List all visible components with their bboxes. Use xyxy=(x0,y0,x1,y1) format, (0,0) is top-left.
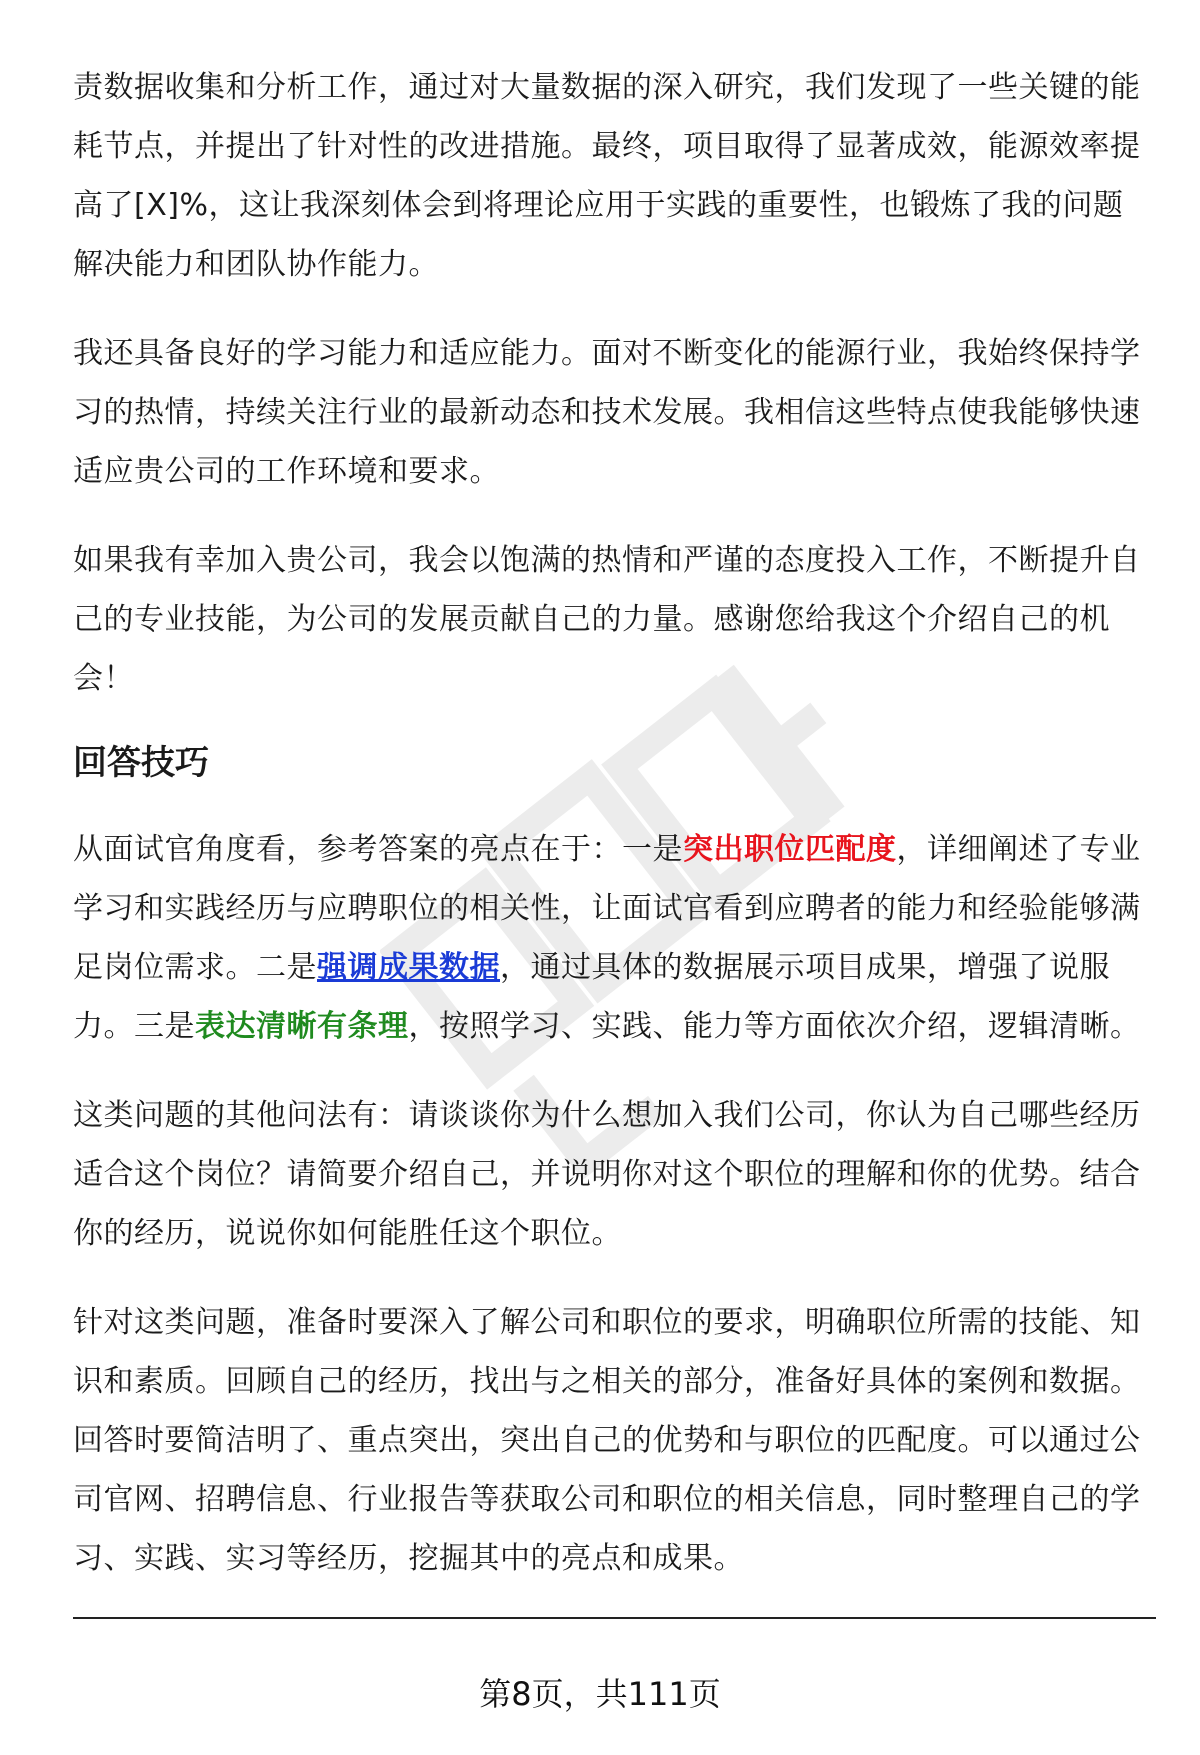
highlight-blue: 强调成果数据 xyxy=(317,950,500,985)
paragraph-learning: 我还具备良好的学习能力和适应能力。面对不断变化的能源行业，我始终保持学习的热情，持续关注行业的最新动态和技术发展。我相信这些特点使我能够快速适应贵公司的工作环境和要求。 xyxy=(73,336,1141,489)
tips-text-4: ，按照学习、实践、能力等方面依次介绍，逻辑清晰。 xyxy=(408,1009,1141,1044)
highlight-green: 表达清晰有条理 xyxy=(195,1009,409,1044)
paragraph-other-questions: 这类问题的其他问法有：请谈谈你为什么想加入我们公司，你认为自己哪些经历适合这个岗位？请简要介绍自己，并说明你对这个职位的理解和你的优势。结合你的经历，说说你如何能胜任这个职位。 xyxy=(73,1098,1141,1251)
tips-text-3: ，通过具体的数据展示项目成果，增强了说服力。三是 xyxy=(73,950,1110,1044)
page-number: 第8页，共111页 xyxy=(479,1675,721,1713)
paragraph-closing: 如果我有幸加入贵公司，我会以饱满的热情和严谨的态度投入工作，不断提升自己的专业技能，为公司的发展贡献自己的力量。感谢您给我这个介绍自己的机会！ xyxy=(73,543,1141,696)
section-heading: 回答技巧 xyxy=(73,743,209,783)
tips-text-1: 从面试官角度看，参考答案的亮点在于：一是 xyxy=(73,832,683,867)
tips-text-2: ，详细阐述了专业学习和实践经历与应聘职位的相关性，让面试官看到应聘者的能力和经验能够满足岗位需求。二是 xyxy=(73,832,1141,985)
paragraph-preparation: 针对这类问题，准备时要深入了解公司和职位的要求，明确职位所需的技能、知识和素质。回顾自己的经历，找出与之相关的部分，准备好具体的案例和数据。回答时要简洁明了、重点突出，突出自己的优势和与职位的匹配度。可以通过公司官网、招聘信息、行业报告等获取公司和职位的相关信息，同时整理自己的学习、实践、实习等经历，挖掘其中的亮点和成果。 xyxy=(73,1305,1141,1576)
document-body xyxy=(73,58,1143,1618)
highlight-red: 突出职位匹配度 xyxy=(683,832,897,867)
paragraph-experience: 责数据收集和分析工作，通过对大量数据的深入研究，我们发现了一些关键的能耗节点，并提出了针对性的改进措施。最终，项目取得了显著成效，能源效率提高了[X]%，这让我深刻体会到将理论应用于实践的重要性，也锻炼了我的问题解决能力和团队协作能力。 xyxy=(73,70,1141,282)
paragraph-tips xyxy=(73,820,1143,1056)
